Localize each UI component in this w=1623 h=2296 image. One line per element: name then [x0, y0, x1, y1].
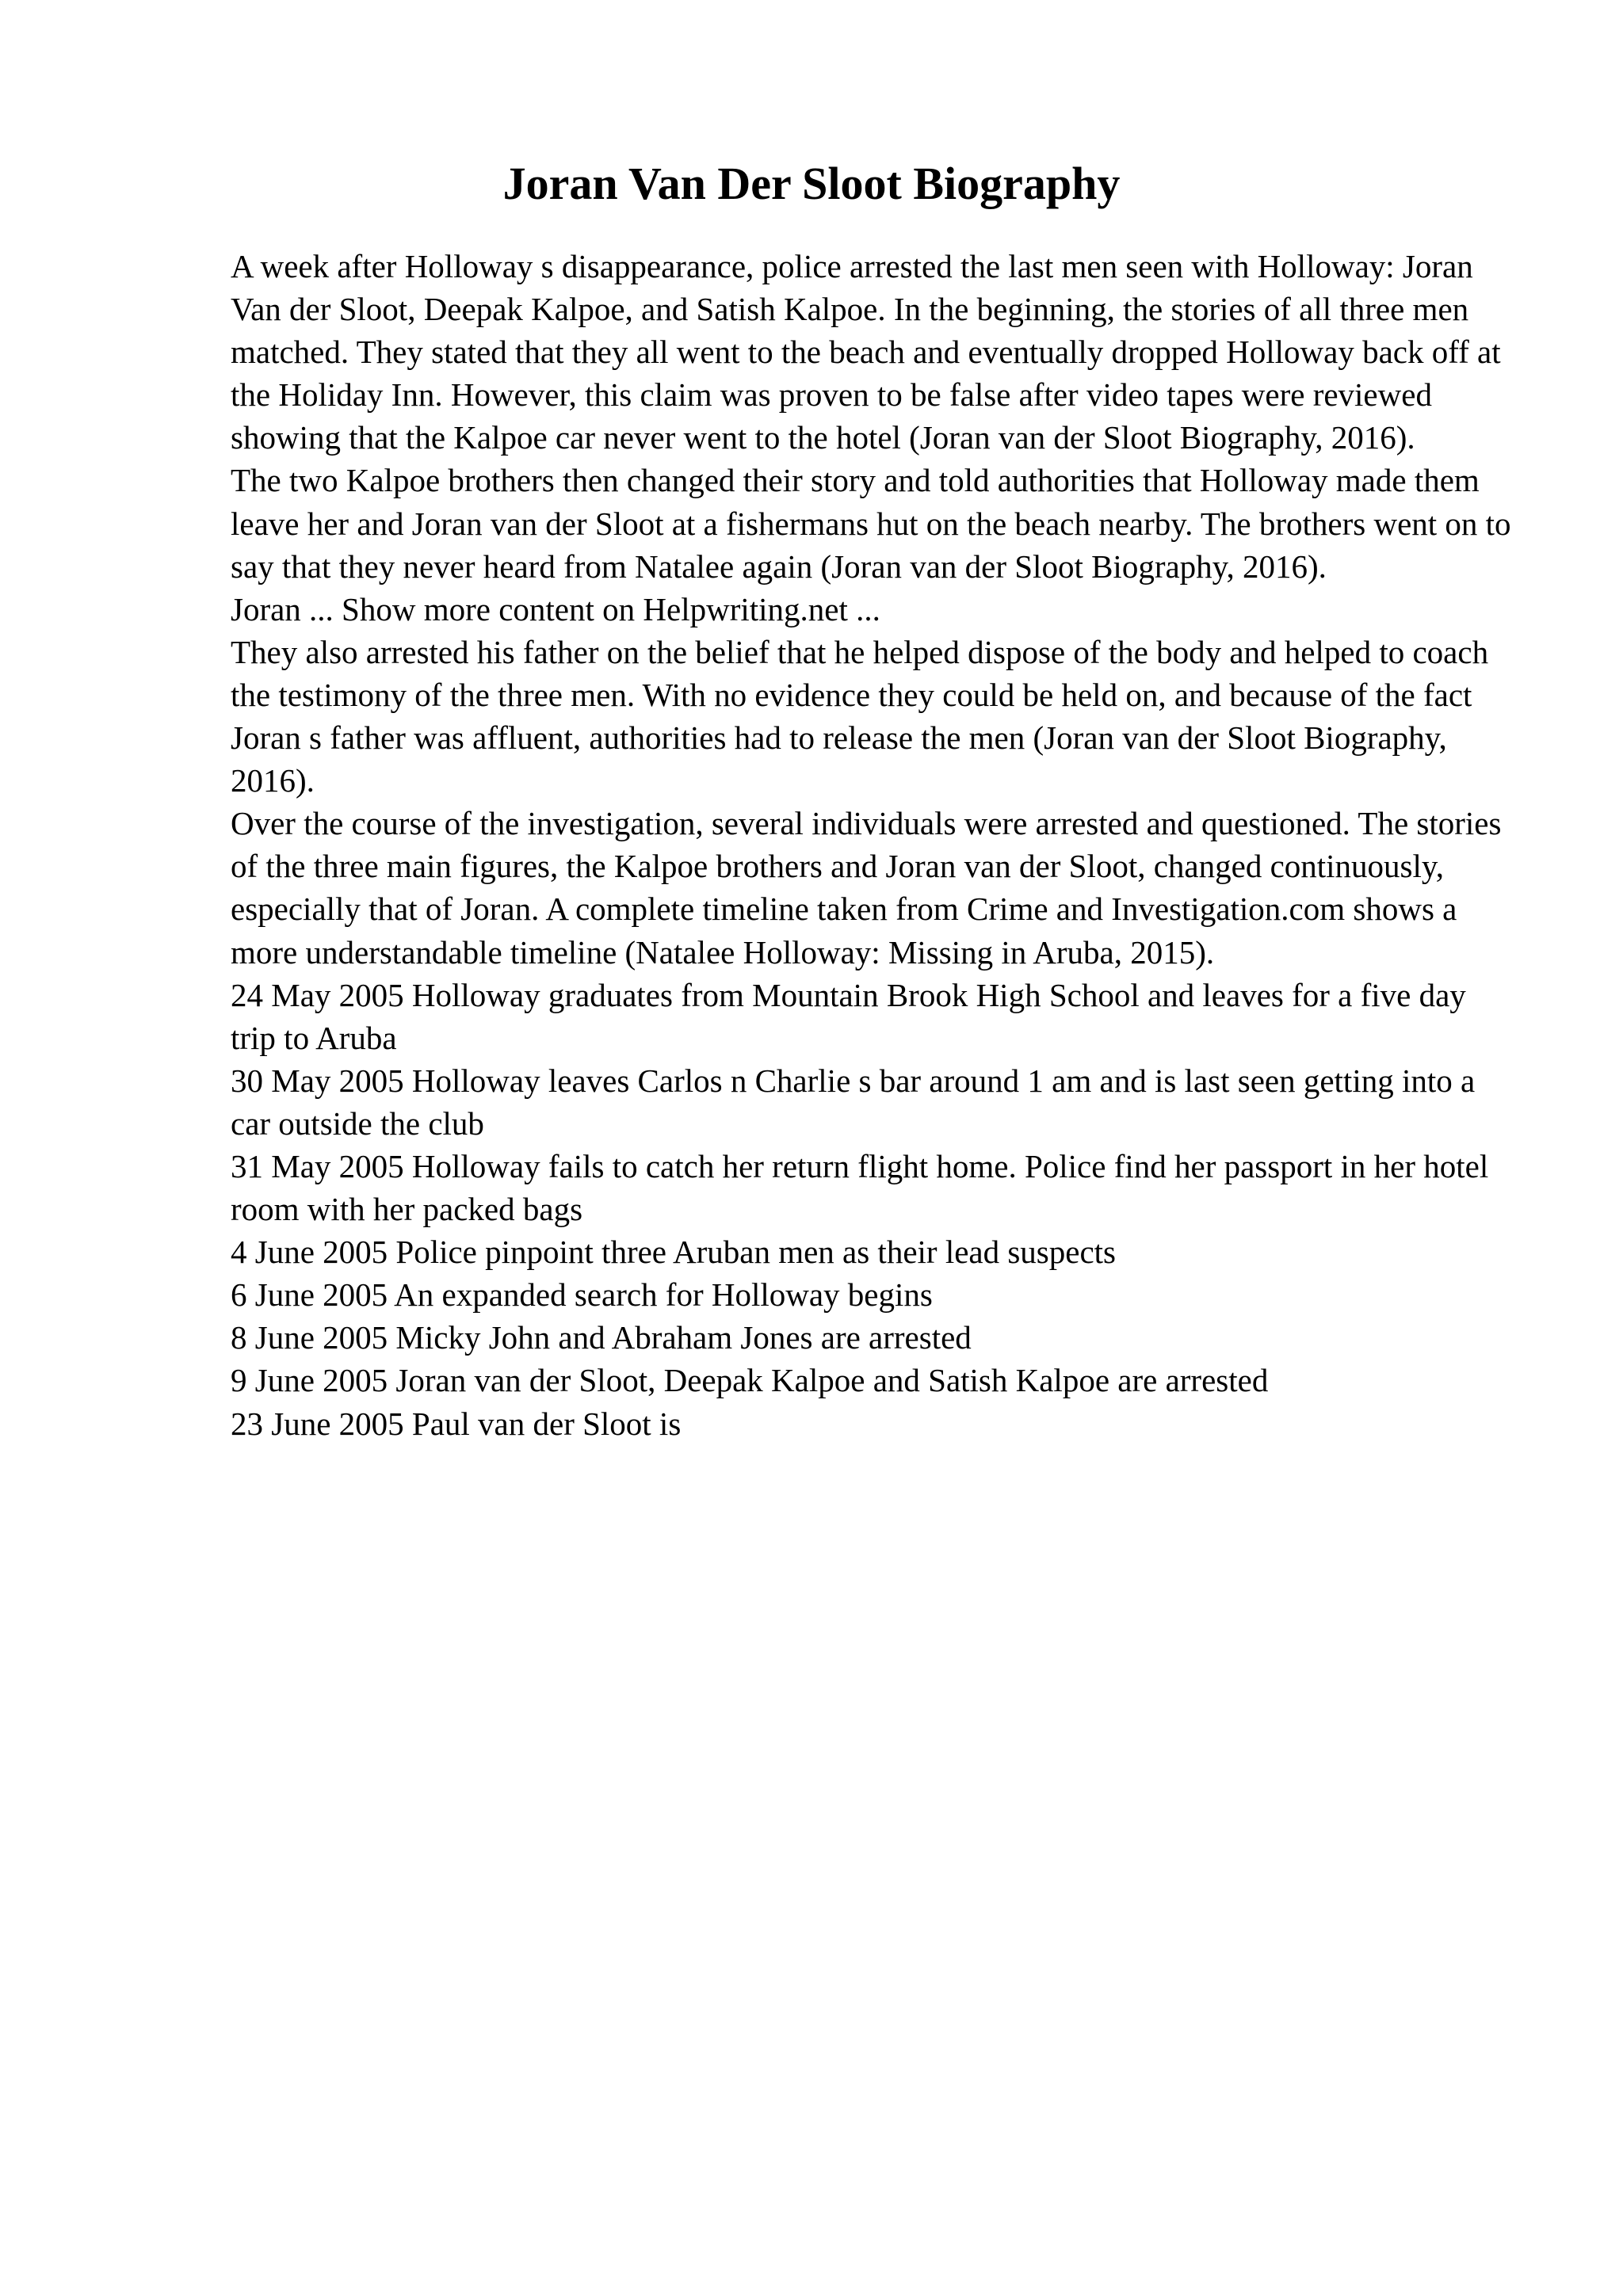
paragraph: The two Kalpoe brothers then changed their story and told authorities that Holloway made them leave her and Joran van der Sloot at a fishermans hut on the beach nearby. The brothers went on to say that they never heard from Natalee again (Joran van der Sloot Biography, 2016). [231, 462, 1511, 585]
timeline-entry: 8 June 2005 Micky John and Abraham Jones are arrested [231, 1319, 972, 1356]
timeline-entry: 31 May 2005 Holloway fails to catch her return flight home. Police find her passport in her hotel room with her packed bags [231, 1147, 1489, 1228]
timeline-entry: 24 May 2005 Holloway graduates from Mountain Brook High School and leaves for a five day trip to Aruba [231, 976, 1466, 1056]
timeline-entry: 6 June 2005 An expanded search for Holloway begins [231, 1276, 933, 1314]
timeline-entry: 9 June 2005 Joran van der Sloot, Deepak Kalpoe and Satish Kalpoe are arrested [231, 1362, 1269, 1399]
paragraph: They also arrested his father on the belief that he helped dispose of the body and helped to coach the testimony of the three men. With no evidence they could be held on, and because of the fact Joran s father was affluent, authorities had to release the men (Joran van der Sloot Biography, 2016). [231, 633, 1489, 799]
paragraph: Joran ... Show more content on Helpwriting.net ... [231, 590, 880, 627]
timeline-entry: 23 June 2005 Paul van der Sloot is [231, 1405, 682, 1442]
document-title: Joran Van Der Sloot Biography [502, 158, 1121, 209]
timeline-entry: 30 May 2005 Holloway leaves Carlos n Charlie s bar around 1 am and is last seen getting into a car outside the club [231, 1062, 1476, 1142]
paragraph: A week after Holloway s disappearance, police arrested the last men seen with Holloway: Joran Van der Sloot, Deepak Kalpoe, and Satish Kalpoe. In the beginning, the stories of all three men matched. They stated that they all went to the beach and eventually dropped Holloway back off at the Holiday Inn. However, this claim was proven to be false after video tapes were reviewed showing that the Kalpoe car never went to the hotel (Joran van der Sloot Biography, 2016). [231, 248, 1501, 456]
document-body [231, 245, 1514, 1445]
paragraph: Over the course of the investigation, several individuals were arrested and questioned. The stories of the three main figures, the Kalpoe brothers and Joran van der Sloot, changed continuously, especially that of Joran. A complete timeline taken from Crime and Investigation.com shows a more understandable timeline (Natalee Holloway: Missing in Aruba, 2015). [231, 805, 1502, 971]
timeline-entry: 4 June 2005 Police pinpoint three Aruban men as their lead suspects [231, 1234, 1117, 1271]
